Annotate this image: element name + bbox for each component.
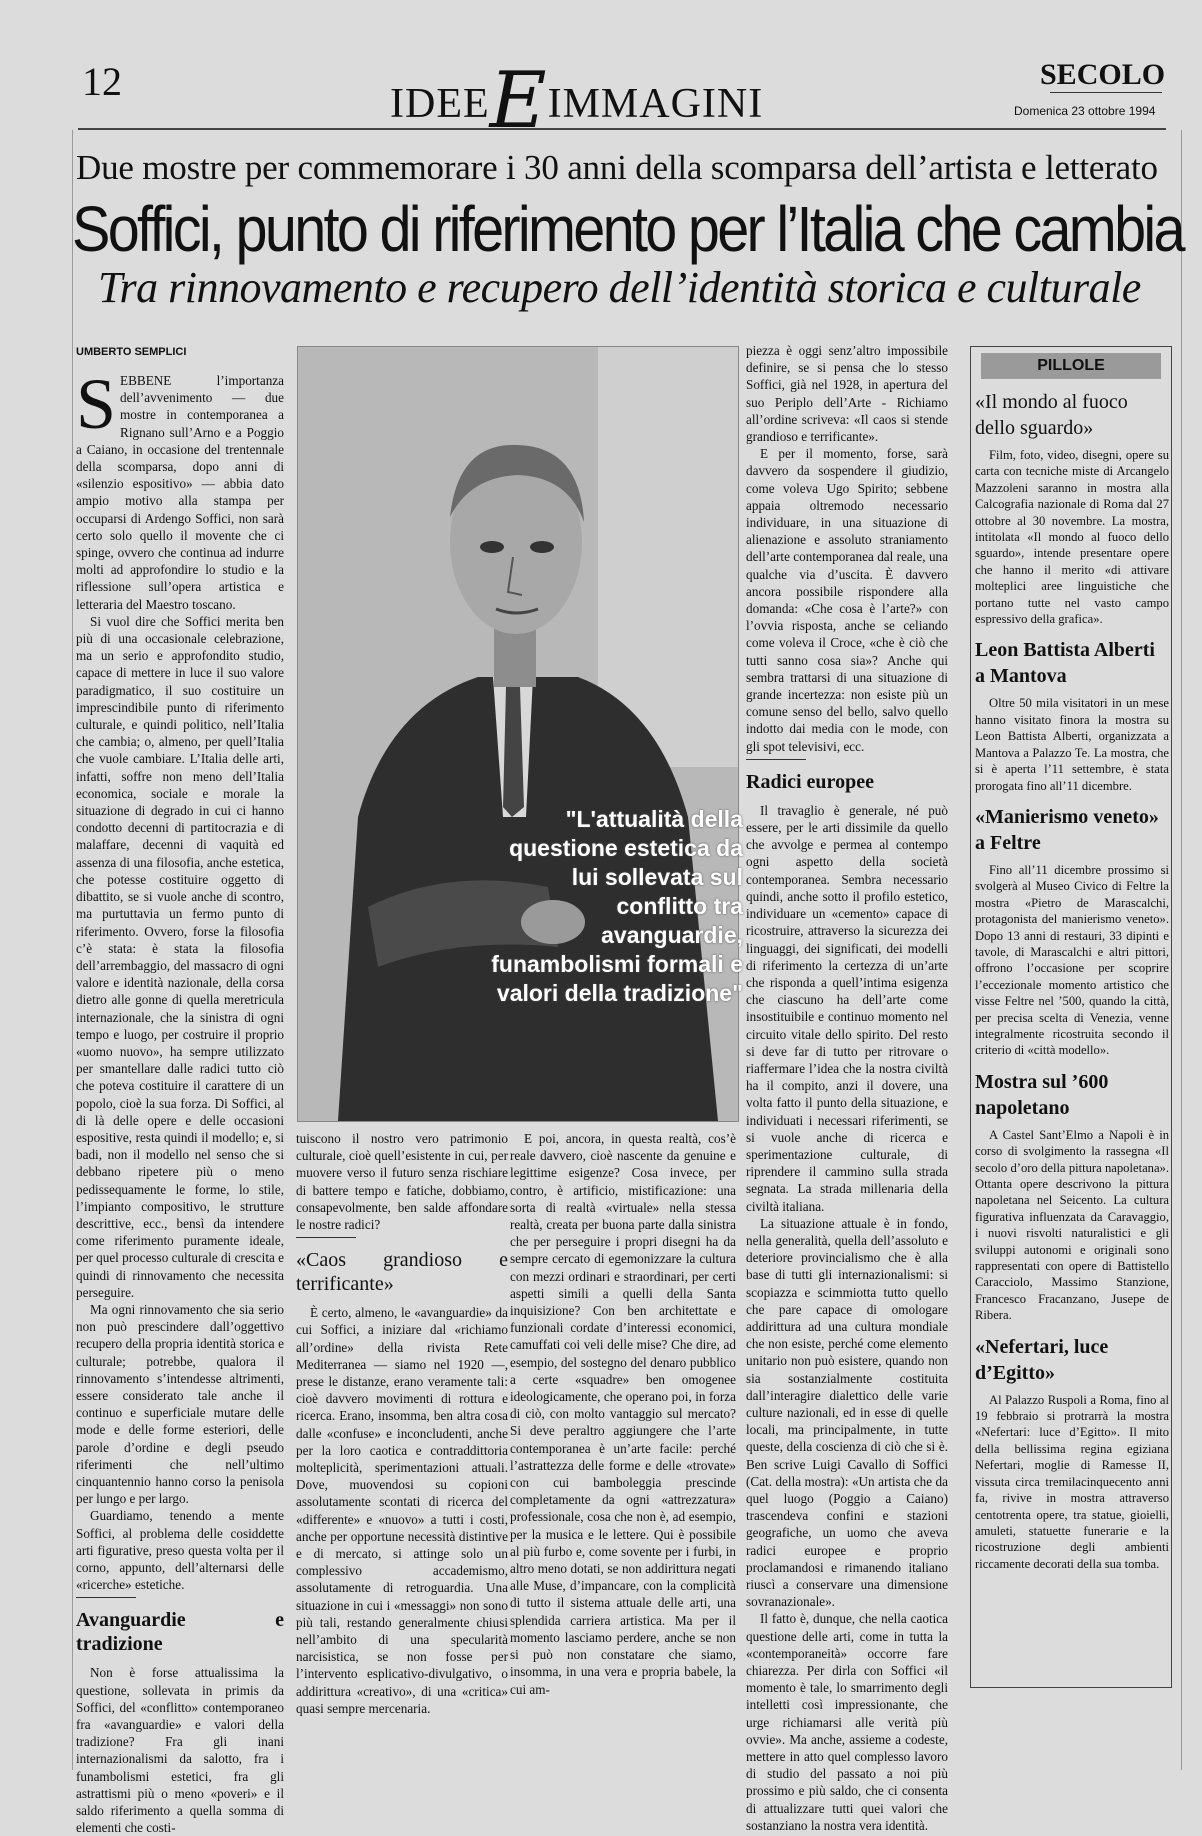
section-title-e: E [489, 56, 548, 146]
section-rule [746, 759, 806, 760]
sidebar-tag: PILLOLE [981, 353, 1161, 379]
section-heading: Avanguardie e tradizione [76, 1609, 284, 1656]
sidebar-item-title: «Nefertari, luce d’Egitto» [975, 1335, 1109, 1384]
article-paragraph: Ma ogni rinnovamento che sia serio non può prescindere dall’oggettivo recupero della propria identità storica e culturale; potrebbe, qualora il rinnovamento s’intendesse altrimenti, essere considerato tale anche il continuo e superficiale mutare delle mode e delle forme esteriori, delle parole d’ordine e degli pseudo riferimenti che nell’ultimo cinquantennio hanno corso la penisola per lungo e per largo. [76, 1301, 284, 1507]
sidebar-item-text: Oltre 50 mila visitatori in un mese hanno visitato finora la mostra su Leon Battista Alberti, organizzata a Mantova a Palazzo Te. La mostra, che si è aperta l’11 settembre, è stata prorogata fino all’11 dicembre. [975, 696, 1169, 793]
drop-cap: S [76, 364, 117, 444]
article-paragraph: E per il momento, forse, sarà davvero da sospendere il giudizio, come voleva Ugo Spirito; sebbene appaia oltremodo necessario individuare, in una situazione di alienazione e assoluto straniamento dell’arte contemporanea dal reale, una qualche via d’uscita. È davvero ancora possibile rispondere alla domanda: «Che cosa è l’arte?» con l’ovvia risposta, anche se celiando come voleva il Croce, «che è ciò che tutti sanno cosa sia»? Anche qui sembra trattarsi di una situazione di grande incertezza: non esiste più un comune senso del bello, salvo quello indotto dai media con le mode, con gli spot televisivi, ecc. [746, 446, 948, 754]
article-column-4 [746, 342, 948, 1834]
section-rule [296, 1237, 356, 1238]
logo-rule [1050, 92, 1162, 93]
section-rule [76, 1597, 136, 1598]
article-paragraph: piezza è oggi senz’altro impossibile definire, se si pensa che lo stesso Soffici, già nel 1928, in apertura del suo Periplo dell’Arte - Richiamo all’ordine scriveva: «Il caos si stende grandioso e terrificante». [746, 343, 948, 445]
article-kicker: Due mostre per commemorare i 30 anni della scomparsa dell’artista e letterato [76, 148, 1158, 187]
sidebar-item-text: Fino all’11 dicembre prossimo si svolgerà al Museo Civico di Feltre la mostra «Pietro de Marascalchi, protagonista del manierismo veneto». Dopo 13 anni di restauri, 33 dipinti e tavole, di Marascalchi e altri pittori, offrono l’occasione per scoprire l’eccezionale momento artistico che visse Feltre nel ’500, quando la città, per precisa scelta di Venezia, venne integralmente ricostruita secondo il criterio di «città modello». [975, 862, 1169, 1058]
article-paragraph: È certo, almeno, le «avanguardie» da cui Soffici, a iniziare dal «richiamo all’ordine» della rivista Rete Mediterranea — siamo nel 1920 —, prese le distanze, erano veramente tali: cioè davvero movimenti di rottura e ricerca. Erano, insomma, ben altra cosa dalle «confuse» e inconcludenti, anche per la loro caotica e contraddittoria molteplicità, sperimentazioni attuali. Dove, muovendosi su copioni assolutamente scontati di ricerca del «differente» e «nuovo» a tutti i costi, anche per opportune necessità distintive e di mercato, si attinge solo un complessivo accademismo, assolutamente di retroguardia. Una situazione in cui i «messaggi» non sono più tali, restando generalmente chiusi nell’ambito di una specularità narcisistica, se non fosse per l’intervento esplicativo-divulgativo, o addirittura «creativo», di una «critica» quasi sempre mercenaria. [296, 1305, 508, 1716]
article-paragraph: Guardiamo, tenendo a mente Soffici, al problema delle cosiddette arti figurative, preso questa volta per il corno, appunto, dell’alternarsi delle «ricerche» estetiche. [76, 1508, 284, 1593]
sidebar-item-title: «Il mondo al fuoco dello sguardo» [975, 391, 1128, 439]
sidebar-item-text: Film, foto, video, disegni, opere su carta con tecniche miste di Arcangelo Mazzoleni saranno in mostra alla Calcografia nazionale di Roma dal 27 ottobre al 30 novembre. La mostra, intitolata «Il mondo al fuoco dello sguardo», intende presentare opere che hanno il merito «di attivare molteplici aree linguistiche che portano tutte nel vasto campo espressivo della grafica». [975, 448, 1169, 627]
page-number: 12 [82, 59, 122, 104]
sidebar-item-title: «Manierismo veneto» a Feltre [975, 805, 1159, 854]
article-subhead: Tra rinnovamento e recupero dell’identità storica e culturale [98, 263, 1141, 312]
byline: UMBERTO SEMPLICI [76, 346, 187, 358]
article-paragraph: Non è forse attualissima la questione, sollevata in primis da Soffici, del «conflitto» contemporaneo fra «avanguardie» e valori della tradizione? Fra gli inani internazionalismi da salotto, fra i funambolismi estetici, fra gli astrattismi più o meno «poveri» e il saldo riferimento a quella somma di elementi che costi- [76, 1665, 284, 1836]
section-title-part2: IMMAGINI [547, 81, 764, 127]
article-paragraph: La situazione attuale è in fondo, nella generalità, quella dell’assoluto e deteriore provincialismo che è alla base di tutti gli internazionalismi: si scopiazza e scimmiotta tutto quello che pare capace di omologare addirittura ad una cultura mondiale che non esiste, perché come elemento unitario non può esistere, quando non sia sostanzialmente costituita dall’interagire dialettico delle varie culture nazionali, ed in esse di quelle locali, ma principalmente, in tutte queste, della coscienza di ciò che si è. Ben scrive Luigi Cavallo di Soffici (Cat. della mostra): «Un artista che da quel luogo (Poggio a Caiano) trascendeva confini e stazioni geografiche, un uomo che aveva radici europee e proprio proclamandosi e rimanendo italiano riuscì a conservare una dimensione sovranazionale». [746, 1215, 948, 1610]
sidebar-pillole [970, 346, 1172, 1688]
article-column-1 [76, 364, 284, 1836]
section-title-part1: IDEE [390, 81, 490, 127]
newspaper-logo: SECOLO [1040, 58, 1166, 91]
sidebar-item-text: Al Palazzo Ruspoli a Roma, fino al 19 febbraio si protrarrà la mostra «Nefertari: luce d’Egitto». Il mito della bellissima regina egiziana Nefertari, moglie di Ramesse II, vissuta circa tremilacinquecento anni fa, rivive in mostra attraverso centotrenta opere, tra statue, gioielli, amuleti, statuette funerarie e la ricostruzione degli ambienti riccamente decorati della sua tomba. [975, 1392, 1169, 1571]
article-column-3 [510, 1130, 736, 1698]
section-title [390, 56, 860, 146]
article-headline: Soffici, punto di riferimento per l’Italia che cambia [72, 193, 1183, 265]
article-column-2 [296, 1130, 508, 1717]
sidebar-item-title: Leon Battista Alberti a Mantova [975, 639, 1155, 688]
section-heading: «Caos grandioso e terrificante» [296, 1249, 508, 1296]
dateline: Domenica 23 ottobre 1994 [1014, 104, 1156, 118]
article-paragraph: Si vuol dire che Soffici merita ben più di una occasionale celebrazione, ma un serio e approfondito studio, capace di mettere in luce il suo valore paradigmatico, il suo costituire un imprescindibile punto di riferimento culturale, e quindi politico, nell’Italia che cambia; o, almeno, per quell’Italia che vuole cambiare. L’Italia delle arti, infatti, soffre non meno dell’Italia economica, sociale e morale la situazione di degrado in cui ci hanno condotto decenni di partitocrazia e di malaffare, decenni di vaquità ed assenza di una filosofia, anche estetica, che potesse costituire oggetto di dibattito, se si vuole anche di scontro, ma purtuttavia un fermo punto di riferimento. Ovvero, forse la filosofia c’è stata: è stata la filosofia dell’arrembaggio, del massacro di ogni valore e identità nazionale, della corsa dietro alle gonne di quella meretricula internazionale, che la sinistra di ogni tempo e luogo, per costruire il proprio «uomo nuovo», ha sempre utilizzato per smantellare dalle radici tutto ciò che poteva costituire il carattere di un popolo, cioè la sua forza. Di Soffici, al di là delle opere e delle occasioni espositive, resta quindi il modello; e, si badi, non il modello nel senso che si debbano ripetere più o meno pedissequamente le forme, lo stile, l’impianto compositivo, le strutture descrittive, ecc., bensì da intendere come riferimento puramente ideale, per quel processo culturale di crescita e quindi di rinnovamento che necessita perseguire. [76, 613, 284, 1300]
article-paragraph: EBBENE l’importanza dell’avvenimento — due mostre in contemporanea a Rignano sull’Arno e a Poggio a Caiano, in occasione del trentennale della scomparsa, dopo anni di «silenzio espositivo» — abbia dato ampio motivo alla stampa per occuparsi di Ardengo Soffici, non sarà certo solo quello il movente che ci spinge, ovvero che continua ad indurre molti ad approfondire lo studio e la riflessione sull’opera artistica e letteraria del Maestro toscano. [76, 373, 284, 612]
section-heading: Radici europee [746, 770, 874, 793]
sidebar-item-text: A Castel Sant’Elmo a Napoli è in corso di svolgimento la rassegna «Il secolo d’oro della pittura napoletana». Ottanta opere descrivono la pittura napoletana nel Seicento. La cultura figurativa influenzata da Caravaggio, i nuovi risvolti naturalistici e gli sviluppi autonomi e originali sono rappresentati con opere di Battistello Caracciolo, Massimo Stanzione, Francesco Fracanzano, Jusepe de Ribera. [975, 1127, 1169, 1323]
article-paragraph: Il fatto è, dunque, che nella caotica questione delle arti, come in tutta la «contemporaneità» occorre fare chiarezza. Per dirla con Soffici «il momento è tale, lo smarrimento degli intelletti così impressionante, che urge richiamarsi alle verità più ovvie». Ma anche, assieme a codeste, mettere in atto quel complesso lavoro di studio del passato a noi più prossimo e più saldo, che ci consenta di attualizzare tutti quei valori che sostanziano la nostra vera identità. [746, 1611, 948, 1833]
article-paragraph: E poi, ancora, in questa realtà, cos’è reale davvero, cioè nascente da genuine e legittime esigenze? Cosa invece, per contro, è artificio, mistificazione: una sorta di realtà «virtuale» nella stessa realtà, creata per buona parte dalla sinistra che per perseguire i propri disegni ha da sempre cercato di egemonizzare la cultura con mezzi ordinari e straordinari, per certi aspetti simili a quelli della Santa inquisizione? Con ben architettate e funzionali cordate d’interessi economici, camuffati coi veli delle mise? Che dire, ad esempio, del sostegno del denaro pubblico a certe «squadre» ben omogenee ideologicamente, che operano poi, in forza di ciò, con molto vantaggio sul mercato? Si deve peraltro aggiungere che l’arte contemporanea è un’arte facile: perché l’astrattezza delle forme e delle «trovate» con cui bamboleggia prescinde completamente da ogni «attrezzatura» professionale, cosa che non è, ad esempio, per la musica e le lettere. Qui è possibile al più furbo e, come sovente per i furbi, in altro meno dotati, se non addirittura negati alle Muse, d’impancare, con la complicità di tutto il sistema attuale delle arti, una splendida carriera artistica. Ma per il momento lasciamo perdere, anche se non si può non constatare che siamo, insomma, in una vera e propria babele, la cui am- [510, 1131, 736, 1697]
sidebar-item-title: Mostra sul ’600 napoletano [975, 1070, 1109, 1119]
article-paragraph: Il travaglio è generale, né può essere, per le arti dissimile da quello che avvolge e permea al contempo ogni aspetto della società contemporanea. Sembra necessario quindi, anche sotto il profilo estetico, individuare un «cemento» capace di ricostruire, attraverso la sicurezza dei linguaggi, dei significati, dei modelli di riferimento la certezza di un’arte che risponda a quell’intima esigenza che ciascuno ha dell’arte come insostituibile e continuo momento nel circuito vitale dello spirito. Del resto si deve far di tutto per ritrovare o riaffermare l’idea che la nostra civiltà ha il compito, anzi il dovere, una volta fatto il punto della situazione, e individuati i necessari riferimenti, se si vuole anche di ricerca e sperimentazione culturale, di riprendere il cammino sulla strada segnata. La strada millenaria della civiltà italiana. [746, 802, 948, 1214]
article-paragraph: tuiscono il nostro vero patrimonio culturale, cioè quell’esistente in cui, per muovere verso il futuro senza rischiare di battere tempo e fatiche, dobbiamo, consapevolmente, ben salde affondare le nostre radici? [296, 1131, 508, 1233]
pull-quote: "L'attualità della questione estetica da lui sollevata sul conflitto tra avanguardie, funambolismi formali e valori della tradizione" [491, 806, 743, 1006]
